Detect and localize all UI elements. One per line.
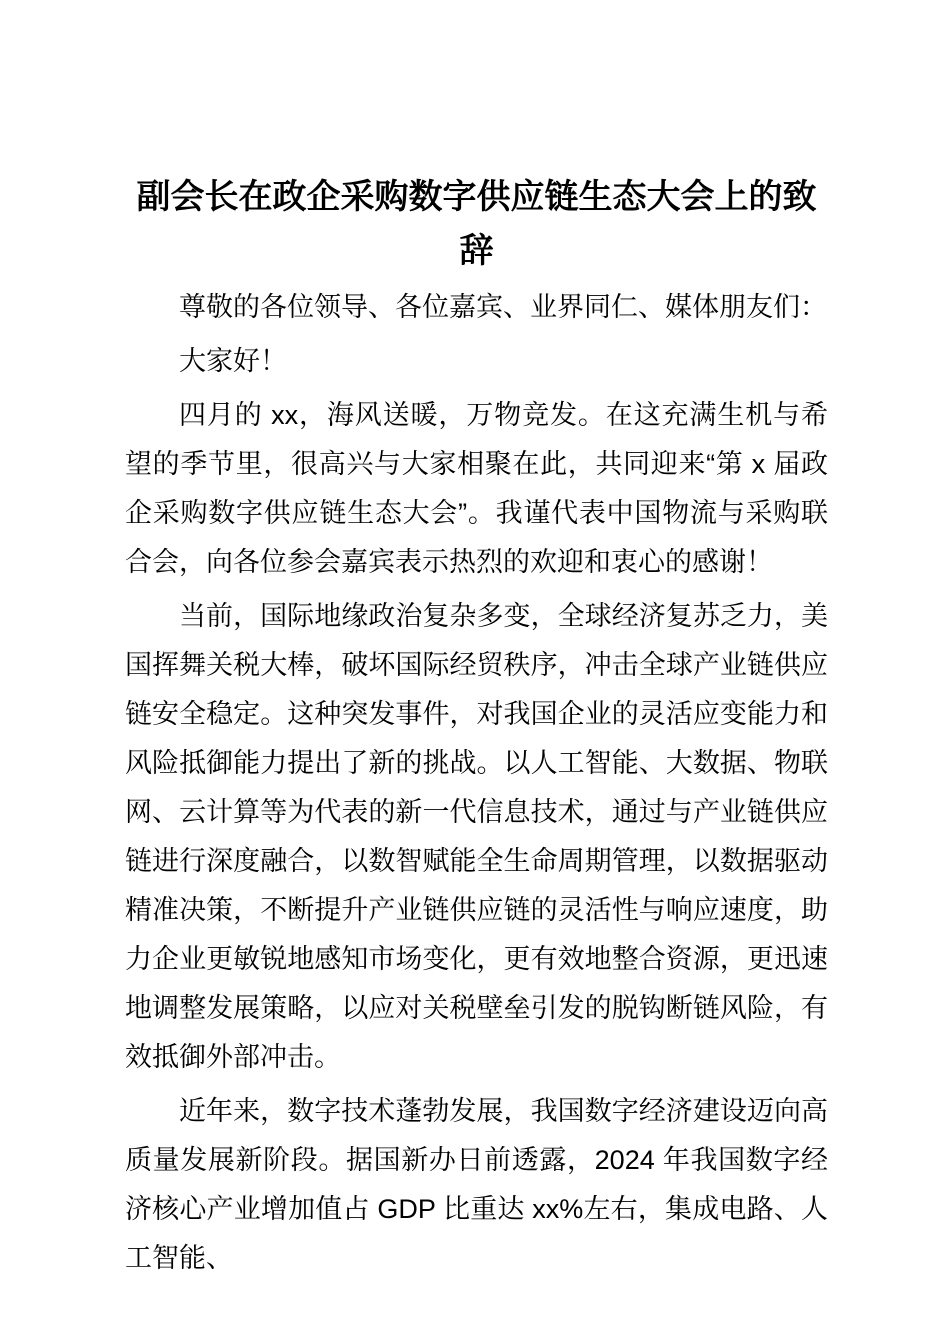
- document-body: [125, 283, 828, 1283]
- paragraph-3: 四月的 xx，海风送暖，万物竞发。在这充满生机与希望的季节里，很高兴与大家相聚在此，共同迎来“第 x 届政企采购数字供应链生态大会”。我谨代表中国物流与采购联合会，向各位参会嘉宾表示热烈的欢迎和衷心的感谢！: [125, 400, 828, 577]
- document-title-line-1: 副会长在政企采购数字供应链生态大会上的致: [136, 178, 817, 216]
- paragraph-1: 尊敬的各位领导、各位嘉宾、业界同仁、媒体朋友们：: [179, 292, 827, 322]
- document-title: [125, 170, 828, 278]
- document-title-line-2: 辞: [459, 232, 494, 270]
- paragraph-4: 当前，国际地缘政治复杂多变，全球经济复苏乏力，美国挥舞关税大棒，破坏国际经贸秩序，冲击全球产业链供应链安全稳定。这种突发事件，对我国企业的灵活应变能力和风险抵御能力提出了新的挑战。以人工智能、大数据、物联网、云计算等为代表的新一代信息技术，通过与产业链供应链进行深度融合，以数智赋能全生命周期管理，以数据驱动精准决策，不断提升产业链供应链的灵活性与响应速度，助力企业更敏锐地感知市场变化，更有效地整合资源，更迅速地调整发展策略，以应对关税壁垒引发的脱钩断链风险，有效抵御外部冲击。: [125, 601, 828, 1072]
- paragraph-5: 近年来，数字技术蓬勃发展，我国数字经济建设迈向高质量发展新阶段。据国新办日前透露，2024 年我国数字经济核心产业增加值占 GDP 比重达 xx%左右，集成电路、人工智能、: [125, 1096, 828, 1273]
- paragraph-2: 大家好！: [179, 346, 287, 376]
